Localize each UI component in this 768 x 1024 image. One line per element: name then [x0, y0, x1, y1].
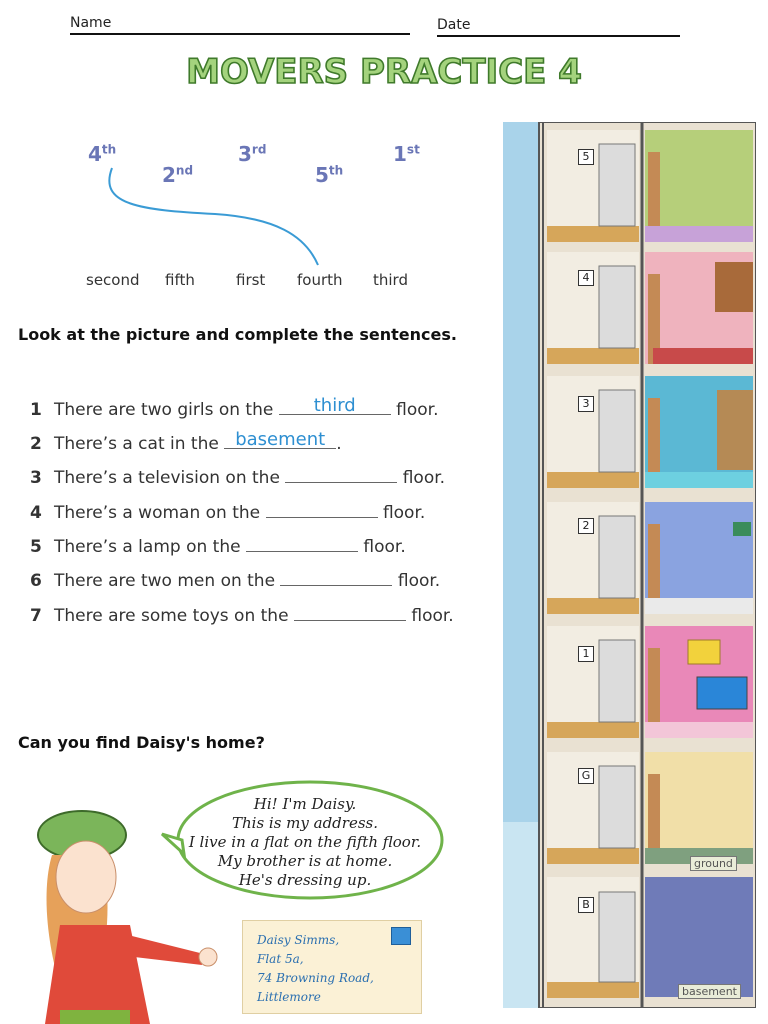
address-line-3: 74 Browning Road,: [257, 971, 374, 985]
instruction-daisy: Can you find Daisy's home?: [18, 733, 265, 752]
sentence-3: 3 There’s a television on the floor.: [30, 468, 446, 488]
answer-blank-3[interactable]: [285, 466, 397, 483]
word-fifth: fifth: [165, 271, 195, 289]
ordinal-4th: 4th: [88, 142, 117, 166]
address-line-2: Flat 5a,: [257, 952, 304, 966]
floor-number-g: G: [578, 768, 594, 784]
word-fourth: fourth: [297, 271, 343, 289]
answer-blank-4[interactable]: [266, 501, 378, 518]
floor-number-b: B: [578, 897, 594, 913]
stamp-icon: [391, 927, 411, 945]
date-label: Date: [437, 17, 471, 33]
ordinal-1st: 1st: [393, 142, 420, 166]
sentence-1: 1 There are two girls on the third floor.: [30, 395, 439, 420]
ordinal-3rd: 3rd: [238, 142, 267, 166]
answer-blank-6[interactable]: [280, 569, 392, 586]
sentence-6: 6 There are two men on the floor.: [30, 571, 441, 591]
name-label: Name: [70, 15, 112, 31]
answer-blank-1[interactable]: third: [279, 398, 391, 415]
page-title: MOVERS PRACTICE 4: [186, 52, 582, 92]
floor-b-room: [547, 877, 753, 997]
ordinal-5th: 5th: [315, 163, 344, 187]
ground-label: ground: [690, 856, 737, 871]
address-card: [242, 920, 422, 1014]
floor-number-1: 1: [578, 646, 594, 662]
answer-blank-7[interactable]: [294, 604, 406, 621]
bubble-line-1: Hi! I'm Daisy.: [253, 795, 357, 813]
sentence-2: 2 There’s a cat in the basement .: [30, 429, 342, 454]
instruction-complete: Look at the picture and complete the sentences.: [18, 325, 457, 344]
bubble-line-4: My brother is at home.: [217, 852, 393, 870]
bubble-line-2: This is my address.: [231, 814, 378, 832]
word-first: first: [236, 271, 266, 289]
floor-number-4: 4: [578, 270, 594, 286]
address-line-1: Daisy Simms,: [257, 933, 340, 947]
answer-blank-5[interactable]: [246, 535, 358, 552]
answer-blank-2[interactable]: basement: [224, 432, 336, 449]
floor-number-2: 2: [578, 518, 594, 534]
sentence-7: 7 There are some toys on the floor.: [30, 606, 454, 626]
ordinal-2nd: 2nd: [162, 163, 194, 187]
basement-label: basement: [678, 984, 741, 999]
floor-number-3: 3: [578, 396, 594, 412]
sentence-5: 5 There’s a lamp on the floor.: [30, 537, 406, 557]
word-third: third: [373, 271, 408, 289]
address-text: [257, 931, 374, 1007]
sentence-4: 4 There’s a woman on the floor.: [30, 503, 426, 523]
floor-number-5: 5: [578, 149, 594, 165]
word-second: second: [86, 271, 140, 289]
building-illustration: [503, 122, 756, 1008]
address-line-4: Littlemore: [257, 990, 321, 1004]
bubble-text: [175, 795, 435, 890]
bubble-line-5: He's dressing up.: [238, 871, 372, 889]
bubble-line-3: I live in a flat on the fifth floor.: [188, 833, 422, 851]
